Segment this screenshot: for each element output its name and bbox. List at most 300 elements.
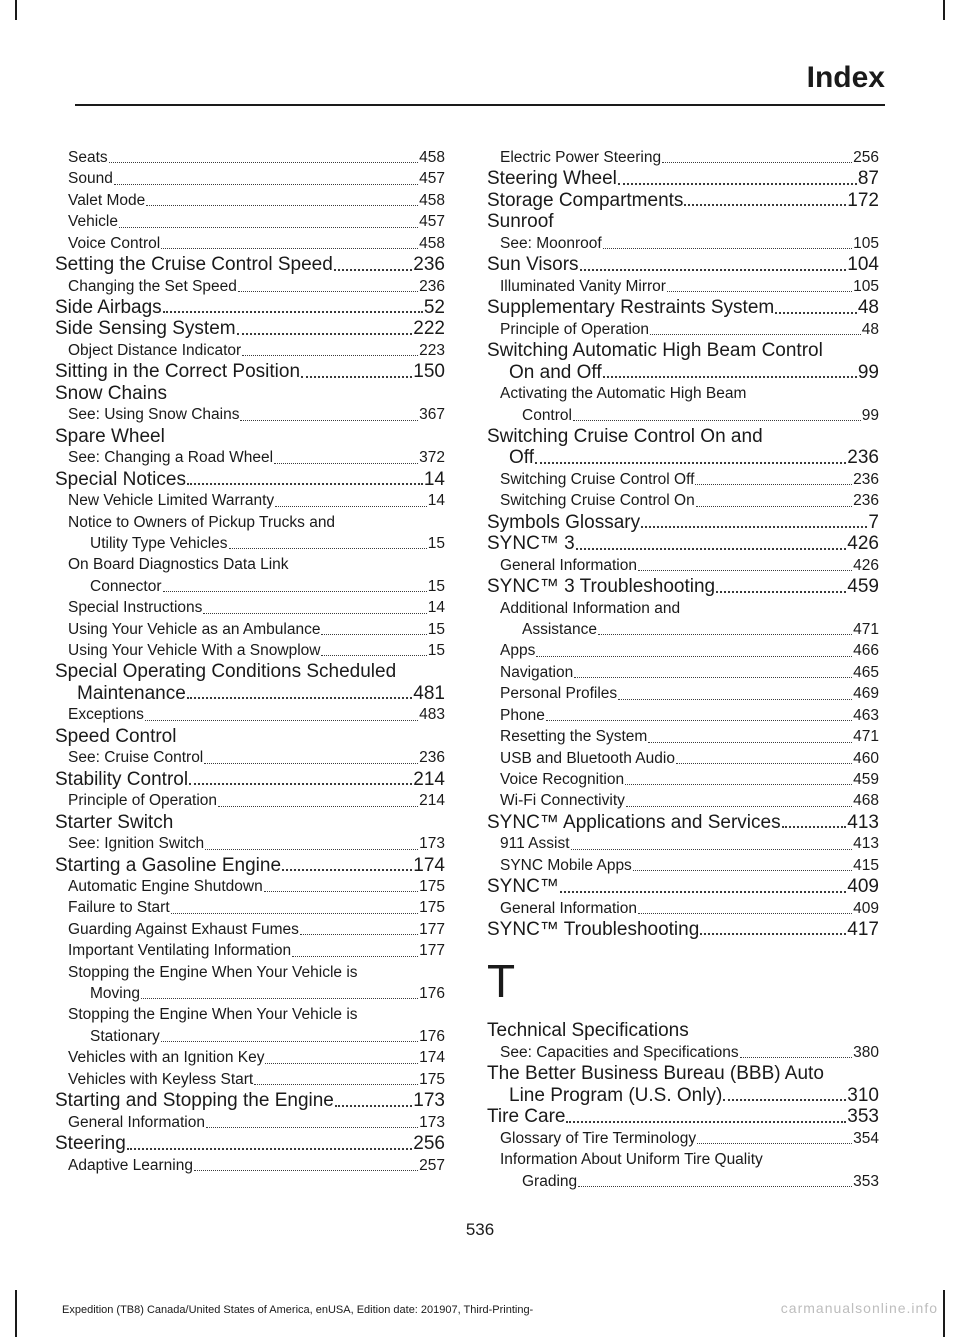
entry-text: Spare Wheel: [55, 425, 165, 447]
index-subentry: [55, 747, 445, 768]
index-entry: [487, 447, 879, 469]
entry-text: Vehicle: [68, 213, 118, 231]
entry-text: SYNC™ 3 Troubleshooting: [487, 576, 716, 598]
entry-text: Side Sensing System: [55, 318, 236, 340]
entry-page-number: 380: [853, 1043, 879, 1061]
entry-text: Exceptions: [68, 706, 144, 724]
entry-text: General Information: [500, 899, 637, 917]
entry-text: Sun Visors: [487, 254, 579, 276]
entry-page-number: 409: [853, 899, 879, 917]
index-subentry: [55, 168, 445, 189]
index-entry: [55, 297, 445, 319]
entry-text: Voice Control: [68, 234, 161, 252]
entry-page-number: 172: [847, 189, 879, 211]
index-subentry: [55, 962, 445, 983]
entry-page-number: 222: [413, 318, 445, 340]
index-subentry: [487, 662, 879, 683]
dot-leader: [321, 633, 426, 635]
index-subentry: [55, 211, 445, 232]
index-subentry: [487, 233, 879, 254]
entry-text: Control: [522, 406, 572, 424]
watermark: carmanualsonline.info: [780, 1300, 938, 1316]
dot-leader: [662, 161, 852, 163]
entry-page-number: 99: [857, 361, 879, 383]
entry-text: Guarding Against Exhaust Fumes: [68, 920, 299, 938]
dot-leader: [282, 868, 412, 871]
dot-leader: [204, 762, 418, 764]
index-subentry: [487, 790, 879, 811]
index-entry: [55, 661, 445, 683]
entry-page-number: 413: [847, 811, 879, 833]
dot-leader: [573, 419, 861, 421]
entry-page-number: 173: [413, 1090, 445, 1112]
entry-text: Grading: [522, 1172, 578, 1190]
index-entry: [487, 426, 879, 448]
entry-page-number: 459: [853, 770, 879, 788]
entry-text: Assistance: [522, 621, 597, 639]
entry-text: General Information: [500, 556, 637, 574]
entry-text: See: Cruise Control: [68, 749, 204, 767]
entry-text: Special Instructions: [68, 599, 203, 617]
dot-leader: [782, 825, 847, 828]
entry-page-number: 87: [857, 168, 879, 190]
entry-text: New Vehicle Limited Warranty: [68, 492, 275, 510]
index-entry: [487, 919, 879, 941]
entry-text: Starter Switch: [55, 811, 174, 833]
index-subentry: [55, 1004, 445, 1025]
index-subentry: [487, 683, 879, 704]
entry-text: SYNC™ Applications and Services: [487, 811, 781, 833]
entry-text: On and Off: [509, 361, 602, 383]
dot-leader: [300, 933, 418, 935]
dot-leader: [163, 590, 427, 592]
dot-leader: [696, 505, 852, 507]
index-entry: [487, 362, 879, 384]
dot-leader: [566, 1120, 846, 1123]
entry-text: 911 Assist: [500, 835, 570, 853]
entry-page-number: 353: [853, 1172, 879, 1190]
dot-leader: [536, 655, 852, 657]
entry-page-number: 471: [853, 621, 879, 639]
index-subentry: [487, 726, 879, 747]
entry-text: Tire Care: [487, 1106, 566, 1128]
dot-leader: [237, 332, 413, 335]
entry-page-number: 466: [853, 642, 879, 660]
dot-leader: [638, 912, 852, 914]
index-entry: [487, 297, 879, 319]
dot-leader: [618, 182, 857, 185]
entry-text: Wi-Fi Connectivity: [500, 792, 625, 810]
dot-leader: [335, 1104, 412, 1107]
index-entry: [487, 1106, 879, 1128]
entry-text: Voice Recognition: [500, 770, 625, 788]
index-subentry: [55, 597, 445, 618]
entry-text: Technical Specifications: [487, 1020, 689, 1042]
entry-text: Adaptive Learning: [68, 1156, 193, 1174]
index-subentry: [487, 1149, 879, 1170]
index-subentry: [55, 1112, 445, 1133]
index-subentry: [487, 705, 879, 726]
entry-text: Important Ventilating Information: [68, 942, 292, 960]
dot-leader: [171, 912, 418, 914]
dot-leader: [578, 1185, 852, 1187]
dot-leader: [676, 762, 852, 764]
dot-leader: [127, 1147, 413, 1150]
entry-page-number: 426: [853, 556, 879, 574]
index-subentry: [487, 769, 879, 790]
entry-text: Off: [509, 447, 534, 469]
index-entry: [487, 812, 879, 834]
index-subentry: [55, 576, 445, 597]
entry-text: Personal Profiles: [500, 685, 618, 703]
entry-page-number: 409: [847, 876, 879, 898]
entry-page-number: 471: [853, 728, 879, 746]
index-entry: [55, 812, 445, 834]
entry-page-number: 354: [853, 1129, 879, 1147]
entry-text: Principle of Operation: [68, 792, 218, 810]
dot-leader: [560, 890, 847, 893]
dot-leader: [189, 782, 412, 785]
entry-page-number: 104: [847, 254, 879, 276]
index-entry: [487, 211, 879, 233]
index-entry: [487, 876, 879, 898]
index-subentry: [55, 512, 445, 533]
index-subentry: [55, 876, 445, 897]
entry-text: Steering: [55, 1133, 126, 1154]
entry-text: Special Operating Conditions Scheduled: [55, 661, 397, 683]
index-subentry: [55, 1155, 445, 1176]
entry-page-number: 236: [419, 749, 445, 767]
dot-leader: [218, 805, 418, 807]
entry-text: Symbols Glossary: [487, 511, 641, 533]
index-subentry: [55, 404, 445, 425]
entry-text: Starting and Stopping the Engine: [55, 1090, 334, 1112]
index-column-right: [487, 147, 879, 1192]
dot-leader: [740, 1056, 852, 1058]
index-subentry: [55, 1026, 445, 1047]
crop-mark-top-right: [943, 0, 945, 20]
index-subentry: [55, 897, 445, 918]
entry-text: USB and Bluetooth Audio: [500, 749, 675, 767]
entry-text: Using Your Vehicle as an Ambulance: [68, 620, 321, 638]
entry-text: Apps: [500, 642, 536, 660]
index-entry: [55, 426, 445, 448]
entry-text: See: Moonroof: [500, 234, 602, 252]
dot-leader: [334, 268, 413, 271]
entry-text: Glossary of Tire Terminology: [500, 1129, 697, 1147]
index-entry: [487, 340, 879, 362]
index-subentry: [55, 919, 445, 940]
dot-leader: [535, 461, 846, 464]
entry-page-number: 7: [868, 511, 879, 533]
entry-text: Switching Cruise Control Off: [500, 470, 695, 488]
entry-page-number: 174: [419, 1049, 445, 1067]
dot-leader: [574, 676, 852, 678]
index-subentry: [487, 619, 879, 640]
index-subentry: [55, 276, 445, 297]
entry-text: Electric Power Steering: [500, 149, 662, 166]
entry-page-number: 176: [419, 1027, 445, 1045]
entry-page-number: 15: [427, 577, 445, 595]
index-column-left: [55, 147, 445, 1176]
entry-page-number: 236: [853, 470, 879, 488]
entry-text: Storage Compartments: [487, 189, 684, 211]
index-entry: [55, 683, 445, 705]
entry-text: Seats: [68, 149, 108, 166]
index-subentry: [487, 855, 879, 876]
entry-text: Stationary: [90, 1027, 160, 1045]
index-subentry: [55, 490, 445, 511]
dot-leader: [114, 183, 418, 185]
index-subentry: [487, 1171, 879, 1192]
entry-text: SYNC Mobile Apps: [500, 856, 632, 874]
entry-text: Valet Mode: [68, 191, 146, 209]
dot-leader: [700, 932, 846, 935]
index-entry: [55, 726, 445, 748]
index-entry: [55, 1133, 445, 1155]
footer-edition-text: Expedition (TB8) Canada/United States of America, enUSA, Edition date: 201907, Third-Printing-: [62, 1304, 534, 1316]
dot-leader: [119, 226, 418, 228]
entry-text: Connector: [90, 577, 162, 595]
entry-page-number: 223: [419, 341, 445, 359]
index-subentry: [55, 983, 445, 1004]
entry-page-number: 457: [419, 170, 445, 188]
entry-page-number: 99: [861, 406, 879, 424]
entry-text: SYNC™ 3: [487, 533, 575, 555]
dot-leader: [109, 161, 418, 163]
index-subentry: [487, 469, 879, 490]
index-subentry: [55, 190, 445, 211]
entry-text: Resetting the System: [500, 728, 648, 746]
index-entry: [487, 576, 879, 598]
dot-leader: [625, 783, 852, 785]
entry-text: Steering Wheel: [487, 168, 617, 190]
dot-leader: [697, 1142, 852, 1144]
dot-leader: [203, 612, 426, 614]
dot-leader: [650, 333, 861, 335]
entry-page-number: 413: [853, 835, 879, 853]
index-subentry: [487, 147, 879, 168]
entry-text: Vehicles with an Ignition Key: [68, 1049, 265, 1067]
entry-page-number: 175: [419, 899, 445, 917]
entry-page-number: 236: [853, 492, 879, 510]
entry-page-number: 483: [419, 706, 445, 724]
entry-page-number: 256: [853, 149, 879, 166]
entry-page-number: 14: [423, 468, 445, 490]
entry-text: Switching Cruise Control On and: [487, 425, 763, 447]
entry-page-number: 175: [419, 1070, 445, 1088]
entry-page-number: 15: [427, 642, 445, 659]
entry-text: General Information: [68, 1113, 205, 1131]
entry-text: See: Ignition Switch: [68, 835, 205, 853]
entry-text: Illuminated Vanity Mirror: [500, 277, 666, 295]
header-divider: [75, 104, 885, 106]
index-subentry: [55, 619, 445, 640]
entry-text: Vehicles with Keyless Start: [68, 1070, 254, 1088]
index-subentry: [487, 1042, 879, 1063]
dot-leader: [603, 247, 852, 249]
entry-page-number: 173: [419, 1113, 445, 1131]
dot-leader: [301, 375, 412, 378]
index-subentry: [55, 833, 445, 854]
entry-page-number: 176: [419, 985, 445, 1003]
index-entry: [55, 318, 445, 340]
entry-page-number: 469: [853, 685, 879, 703]
entry-page-number: 460: [853, 749, 879, 767]
index-entry: [487, 1063, 879, 1085]
index-subentry: [487, 898, 879, 919]
dot-leader: [242, 354, 418, 356]
entry-page-number: 426: [847, 533, 879, 555]
index-subentry: [487, 1128, 879, 1149]
entry-text: SYNC™: [487, 876, 559, 898]
entry-text: Maintenance: [77, 682, 186, 704]
entry-text: Stability Control: [55, 768, 189, 790]
dot-leader: [163, 310, 423, 313]
entry-text: Sitting in the Correct Position: [55, 361, 301, 383]
entry-text: Speed Control: [55, 725, 177, 747]
entry-text: Principle of Operation: [500, 320, 650, 338]
index-entry: [55, 769, 445, 791]
entry-text: Line Program (U.S. Only): [509, 1084, 723, 1106]
entry-page-number: 458: [419, 234, 445, 252]
entry-page-number: 353: [847, 1106, 879, 1128]
index-subentry: [487, 555, 879, 576]
entry-page-number: 481: [413, 682, 445, 704]
dot-leader: [603, 375, 857, 378]
dot-leader: [648, 741, 852, 743]
dot-leader: [161, 247, 418, 249]
entry-page-number: 48: [861, 320, 879, 338]
page-title: Index: [806, 61, 885, 94]
dot-leader: [580, 268, 847, 271]
entry-page-number: 256: [413, 1133, 445, 1154]
dot-leader: [187, 482, 423, 485]
index-entry: [487, 254, 879, 276]
entry-page-number: 465: [853, 663, 879, 681]
entry-text: Switching Automatic High Beam Control: [487, 340, 823, 362]
entry-text: Object Distance Indicator: [68, 341, 242, 359]
entry-text: Moving: [90, 985, 140, 1003]
dot-leader: [141, 997, 418, 999]
entry-page-number: 310: [847, 1084, 879, 1106]
dot-leader: [274, 462, 418, 464]
dot-leader: [571, 848, 853, 850]
entry-text: Information About Uniform Tire Quality: [500, 1151, 763, 1169]
index-subentry: [55, 147, 445, 168]
index-subentry: [487, 490, 879, 511]
entry-page-number: 236: [847, 447, 879, 469]
entry-page-number: 14: [427, 599, 445, 617]
index-subentry: [55, 340, 445, 361]
index-entry: [55, 855, 445, 877]
index-subentry: [55, 554, 445, 575]
index-entry: [487, 1085, 879, 1107]
entry-text: Utility Type Vehicles: [90, 534, 228, 552]
dot-leader: [684, 203, 846, 206]
entry-text: The Better Business Bureau (BBB) Auto: [487, 1063, 824, 1085]
entry-page-number: 177: [419, 942, 445, 960]
entry-page-number: 236: [419, 277, 445, 295]
entry-text: Navigation: [500, 663, 574, 681]
entry-page-number: 105: [853, 234, 879, 252]
index-subentry: [55, 233, 445, 254]
entry-text: Switching Cruise Control On: [500, 492, 695, 510]
entry-text: Snow Chains: [55, 382, 167, 404]
entry-page-number: 14: [427, 492, 445, 510]
dot-leader: [145, 719, 418, 721]
dot-leader: [146, 204, 418, 206]
index-entry: [55, 1090, 445, 1112]
entry-text: Notice to Owners of Pickup Trucks and: [68, 513, 336, 531]
dot-leader: [265, 1062, 418, 1064]
index-entry: [487, 512, 879, 534]
entry-page-number: 459: [847, 576, 879, 598]
dot-leader: [775, 311, 857, 314]
dot-leader: [264, 890, 418, 892]
dot-leader: [194, 1169, 418, 1171]
index-entry: [487, 533, 879, 555]
index-subentry: [487, 383, 879, 404]
entry-text: Activating the Automatic High Beam: [500, 385, 747, 403]
index-entry: [487, 1020, 879, 1042]
entry-page-number: 463: [853, 706, 879, 724]
entry-page-number: 415: [853, 856, 879, 874]
entry-text: See: Changing a Road Wheel: [68, 449, 274, 467]
entry-page-number: 257: [419, 1156, 445, 1174]
entry-page-number: 367: [419, 406, 445, 424]
dot-leader: [576, 547, 847, 550]
dot-leader: [292, 955, 418, 957]
entry-page-number: 175: [419, 878, 445, 896]
dot-leader: [161, 1040, 418, 1042]
entry-page-number: 150: [413, 361, 445, 383]
entry-text: On Board Diagnostics Data Link: [68, 556, 289, 574]
entry-text: Stopping the Engine When Your Vehicle is: [68, 963, 358, 981]
index-subentry: [55, 533, 445, 554]
dot-leader: [618, 698, 852, 700]
index-subentry: [487, 640, 879, 661]
dot-leader: [626, 805, 852, 807]
entry-page-number: 105: [853, 277, 879, 295]
entry-page-number: 177: [419, 920, 445, 938]
index-subentry: [55, 790, 445, 811]
index-subentry: [487, 276, 879, 297]
entry-page-number: 458: [419, 149, 445, 166]
dot-leader: [240, 419, 418, 421]
entry-page-number: 458: [419, 191, 445, 209]
entry-text: See: Using Snow Chains: [68, 406, 240, 424]
index-entry: [487, 190, 879, 212]
index-subentry: [487, 319, 879, 340]
index-subentry: [55, 704, 445, 725]
index-subentry: [487, 598, 879, 619]
dot-leader: [723, 1098, 846, 1101]
entry-text: Additional Information and: [500, 599, 681, 617]
entry-text: Sound: [68, 170, 113, 188]
dot-leader: [254, 1083, 418, 1085]
entry-text: Using Your Vehicle With a Snowplow: [68, 642, 321, 659]
dot-leader: [633, 869, 852, 871]
entry-text: Starting a Gasoline Engine: [55, 854, 282, 876]
entry-text: Side Airbags: [55, 296, 162, 318]
entry-text: Stopping the Engine When Your Vehicle is: [68, 1006, 358, 1024]
entry-text: Special Notices: [55, 468, 186, 490]
entry-page-number: 372: [419, 449, 445, 467]
index-subentry: [55, 447, 445, 468]
index-entry: [55, 469, 445, 491]
index-subentry: [55, 1069, 445, 1090]
